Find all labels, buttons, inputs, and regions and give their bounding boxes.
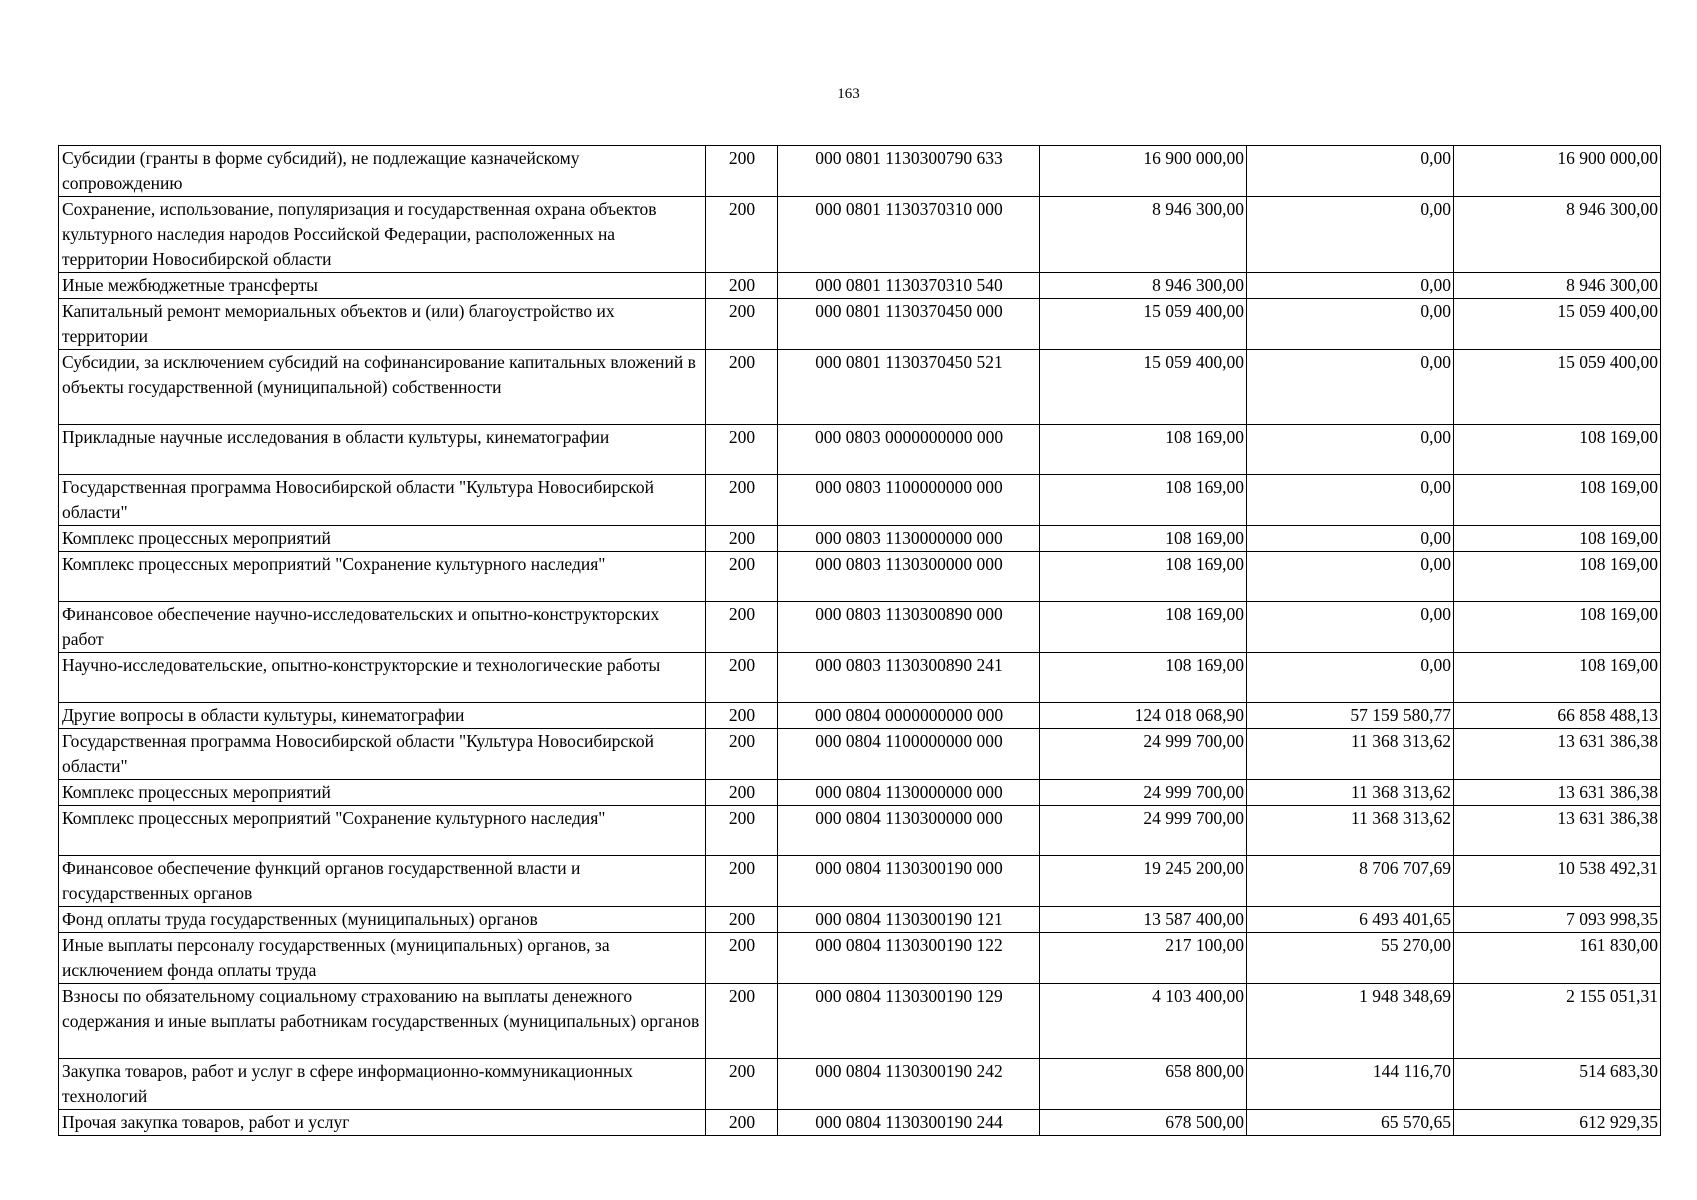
row-name-cell: Взносы по обязательному социальному страхованию на выплаты денежного содержания и иные выплаты работникам государственных (муниципальных) органов (59, 984, 706, 1059)
row-executed-amount-cell: 65 570,65 (1247, 1110, 1454, 1136)
row-name-cell: Комплекс процессных мероприятий (59, 780, 706, 806)
table-row (59, 552, 1661, 602)
row-approved-amount-cell: 4 103 400,00 (1040, 984, 1247, 1059)
row-approved-amount-cell: 24 999 700,00 (1040, 729, 1247, 780)
row-name-cell: Сохранение, использование, популяризация и государственная охрана объектов культурного наследия народов Российской Федерации, расположенных на территории Новосибирской области (59, 197, 706, 273)
row-classification-code-cell: 000 0801 1130370450 000 (778, 299, 1040, 350)
row-classification-code-cell: 000 0804 1130300190 000 (778, 856, 1040, 907)
row-name-cell: Финансовое обеспечение научно-исследовательских и опытно-конструкторских работ (59, 602, 706, 653)
row-classification-code-cell: 000 0803 1130300000 000 (778, 552, 1040, 602)
row-name-cell: Субсидии, за исключением субсидий на софинансирование капитальных вложений в объекты государственной (муниципальной) собственности (59, 350, 706, 425)
table-row (59, 653, 1661, 703)
row-executed-amount-cell: 6 493 401,65 (1247, 907, 1454, 933)
row-line-code-cell: 200 (706, 1110, 778, 1136)
row-classification-code-cell: 000 0801 1130300790 633 (778, 146, 1040, 197)
table-row (59, 729, 1661, 780)
row-classification-code-cell: 000 0804 1130300190 242 (778, 1059, 1040, 1110)
row-classification-code-cell: 000 0804 1130000000 000 (778, 780, 1040, 806)
row-classification-code-cell: 000 0803 1130300890 241 (778, 653, 1040, 703)
row-classification-code-cell: 000 0801 1130370450 521 (778, 350, 1040, 425)
row-name-cell: Комплекс процессных мероприятий "Сохранение культурного наследия" (59, 806, 706, 856)
row-executed-amount-cell: 0,00 (1247, 526, 1454, 552)
row-approved-amount-cell: 24 999 700,00 (1040, 806, 1247, 856)
table-row (59, 526, 1661, 552)
row-approved-amount-cell: 13 587 400,00 (1040, 907, 1247, 933)
table-row (59, 780, 1661, 806)
row-name-cell: Комплекс процессных мероприятий "Сохранение культурного наследия" (59, 552, 706, 602)
row-executed-amount-cell: 0,00 (1247, 425, 1454, 475)
row-unexecuted-amount-cell: 13 631 386,38 (1454, 806, 1661, 856)
row-executed-amount-cell: 0,00 (1247, 602, 1454, 653)
row-unexecuted-amount-cell: 66 858 488,13 (1454, 703, 1661, 729)
row-approved-amount-cell: 678 500,00 (1040, 1110, 1247, 1136)
row-line-code-cell: 200 (706, 703, 778, 729)
table-row (59, 1110, 1661, 1136)
row-name-cell: Фонд оплаты труда государственных (муниципальных) органов (59, 907, 706, 933)
page-number: 163 (837, 86, 860, 102)
row-approved-amount-cell: 217 100,00 (1040, 933, 1247, 984)
row-line-code-cell: 200 (706, 806, 778, 856)
budget-table (58, 145, 1661, 1136)
row-executed-amount-cell: 0,00 (1247, 475, 1454, 526)
row-line-code-cell: 200 (706, 526, 778, 552)
table-row (59, 197, 1661, 273)
row-approved-amount-cell: 8 946 300,00 (1040, 273, 1247, 299)
row-executed-amount-cell: 11 368 313,62 (1247, 806, 1454, 856)
row-name-cell: Государственная программа Новосибирской области "Культура Новосибирской области" (59, 475, 706, 526)
table-row (59, 1059, 1661, 1110)
row-unexecuted-amount-cell: 108 169,00 (1454, 602, 1661, 653)
row-classification-code-cell: 000 0804 1130300000 000 (778, 806, 1040, 856)
row-name-cell: Комплекс процессных мероприятий (59, 526, 706, 552)
row-unexecuted-amount-cell: 16 900 000,00 (1454, 146, 1661, 197)
row-approved-amount-cell: 24 999 700,00 (1040, 780, 1247, 806)
row-line-code-cell: 200 (706, 425, 778, 475)
row-name-cell: Закупка товаров, работ и услуг в сфере информационно-коммуникационных технологий (59, 1059, 706, 1110)
row-unexecuted-amount-cell: 161 830,00 (1454, 933, 1661, 984)
row-unexecuted-amount-cell: 108 169,00 (1454, 653, 1661, 703)
row-line-code-cell: 200 (706, 197, 778, 273)
table-row (59, 907, 1661, 933)
row-executed-amount-cell: 55 270,00 (1247, 933, 1454, 984)
row-approved-amount-cell: 124 018 068,90 (1040, 703, 1247, 729)
row-approved-amount-cell: 19 245 200,00 (1040, 856, 1247, 907)
row-name-cell: Иные межбюджетные трансферты (59, 273, 706, 299)
row-approved-amount-cell: 16 900 000,00 (1040, 146, 1247, 197)
row-classification-code-cell: 000 0804 1130300190 121 (778, 907, 1040, 933)
row-classification-code-cell: 000 0803 1130300890 000 (778, 602, 1040, 653)
row-executed-amount-cell: 8 706 707,69 (1247, 856, 1454, 907)
row-name-cell: Государственная программа Новосибирской области "Культура Новосибирской области" (59, 729, 706, 780)
row-approved-amount-cell: 108 169,00 (1040, 526, 1247, 552)
row-name-cell: Прочая закупка товаров, работ и услуг (59, 1110, 706, 1136)
row-approved-amount-cell: 15 059 400,00 (1040, 350, 1247, 425)
row-executed-amount-cell: 1 948 348,69 (1247, 984, 1454, 1059)
table-body (59, 146, 1661, 1136)
row-unexecuted-amount-cell: 108 169,00 (1454, 526, 1661, 552)
row-unexecuted-amount-cell: 612 929,35 (1454, 1110, 1661, 1136)
row-classification-code-cell: 000 0803 0000000000 000 (778, 425, 1040, 475)
row-approved-amount-cell: 658 800,00 (1040, 1059, 1247, 1110)
row-classification-code-cell: 000 0801 1130370310 540 (778, 273, 1040, 299)
row-classification-code-cell: 000 0803 1100000000 000 (778, 475, 1040, 526)
table-row (59, 146, 1661, 197)
row-line-code-cell: 200 (706, 1059, 778, 1110)
row-name-cell: Иные выплаты персоналу государственных (муниципальных) органов, за исключением фонда оплаты труда (59, 933, 706, 984)
row-unexecuted-amount-cell: 13 631 386,38 (1454, 780, 1661, 806)
row-line-code-cell: 200 (706, 350, 778, 425)
row-approved-amount-cell: 108 169,00 (1040, 552, 1247, 602)
row-unexecuted-amount-cell: 10 538 492,31 (1454, 856, 1661, 907)
row-name-cell: Другие вопросы в области культуры, кинематографии (59, 703, 706, 729)
row-unexecuted-amount-cell: 15 059 400,00 (1454, 350, 1661, 425)
row-executed-amount-cell: 11 368 313,62 (1247, 780, 1454, 806)
row-approved-amount-cell: 108 169,00 (1040, 602, 1247, 653)
row-unexecuted-amount-cell: 8 946 300,00 (1454, 273, 1661, 299)
row-executed-amount-cell: 144 116,70 (1247, 1059, 1454, 1110)
table-row (59, 299, 1661, 350)
row-line-code-cell: 200 (706, 907, 778, 933)
row-executed-amount-cell: 0,00 (1247, 273, 1454, 299)
row-line-code-cell: 200 (706, 780, 778, 806)
row-approved-amount-cell: 108 169,00 (1040, 425, 1247, 475)
table-row (59, 475, 1661, 526)
table-row (59, 984, 1661, 1059)
row-classification-code-cell: 000 0803 1130000000 000 (778, 526, 1040, 552)
row-executed-amount-cell: 0,00 (1247, 653, 1454, 703)
row-line-code-cell: 200 (706, 602, 778, 653)
table-row (59, 350, 1661, 425)
row-name-cell: Капитальный ремонт мемориальных объектов и (или) благоустройство их территории (59, 299, 706, 350)
row-line-code-cell: 200 (706, 299, 778, 350)
row-line-code-cell: 200 (706, 273, 778, 299)
row-name-cell: Прикладные научные исследования в области культуры, кинематографии (59, 425, 706, 475)
row-executed-amount-cell: 0,00 (1247, 552, 1454, 602)
row-line-code-cell: 200 (706, 653, 778, 703)
row-name-cell: Финансовое обеспечение функций органов государственной власти и государственных органов (59, 856, 706, 907)
row-executed-amount-cell: 11 368 313,62 (1247, 729, 1454, 780)
row-name-cell: Субсидии (гранты в форме субсидий), не подлежащие казначейскому сопровождению (59, 146, 706, 197)
row-unexecuted-amount-cell: 7 093 998,35 (1454, 907, 1661, 933)
row-executed-amount-cell: 0,00 (1247, 299, 1454, 350)
row-executed-amount-cell: 57 159 580,77 (1247, 703, 1454, 729)
row-classification-code-cell: 000 0801 1130370310 000 (778, 197, 1040, 273)
row-approved-amount-cell: 108 169,00 (1040, 653, 1247, 703)
table-row (59, 856, 1661, 907)
row-classification-code-cell: 000 0804 1100000000 000 (778, 729, 1040, 780)
row-unexecuted-amount-cell: 2 155 051,31 (1454, 984, 1661, 1059)
row-line-code-cell: 200 (706, 856, 778, 907)
row-unexecuted-amount-cell: 108 169,00 (1454, 475, 1661, 526)
row-line-code-cell: 200 (706, 146, 778, 197)
row-unexecuted-amount-cell: 15 059 400,00 (1454, 299, 1661, 350)
row-executed-amount-cell: 0,00 (1247, 146, 1454, 197)
row-approved-amount-cell: 108 169,00 (1040, 475, 1247, 526)
row-approved-amount-cell: 15 059 400,00 (1040, 299, 1247, 350)
row-line-code-cell: 200 (706, 729, 778, 780)
row-classification-code-cell: 000 0804 0000000000 000 (778, 703, 1040, 729)
row-executed-amount-cell: 0,00 (1247, 197, 1454, 273)
table-row (59, 933, 1661, 984)
row-classification-code-cell: 000 0804 1130300190 244 (778, 1110, 1040, 1136)
row-unexecuted-amount-cell: 514 683,30 (1454, 1059, 1661, 1110)
row-line-code-cell: 200 (706, 475, 778, 526)
table-row (59, 602, 1661, 653)
table-row (59, 703, 1661, 729)
table-row (59, 273, 1661, 299)
row-line-code-cell: 200 (706, 552, 778, 602)
table-row (59, 806, 1661, 856)
row-unexecuted-amount-cell: 13 631 386,38 (1454, 729, 1661, 780)
row-approved-amount-cell: 8 946 300,00 (1040, 197, 1247, 273)
row-unexecuted-amount-cell: 8 946 300,00 (1454, 197, 1661, 273)
row-unexecuted-amount-cell: 108 169,00 (1454, 552, 1661, 602)
row-name-cell: Научно-исследовательские, опытно-конструкторские и технологические работы (59, 653, 706, 703)
row-executed-amount-cell: 0,00 (1247, 350, 1454, 425)
row-classification-code-cell: 000 0804 1130300190 122 (778, 933, 1040, 984)
table-row (59, 425, 1661, 475)
row-classification-code-cell: 000 0804 1130300190 129 (778, 984, 1040, 1059)
row-line-code-cell: 200 (706, 984, 778, 1059)
row-unexecuted-amount-cell: 108 169,00 (1454, 425, 1661, 475)
row-line-code-cell: 200 (706, 933, 778, 984)
